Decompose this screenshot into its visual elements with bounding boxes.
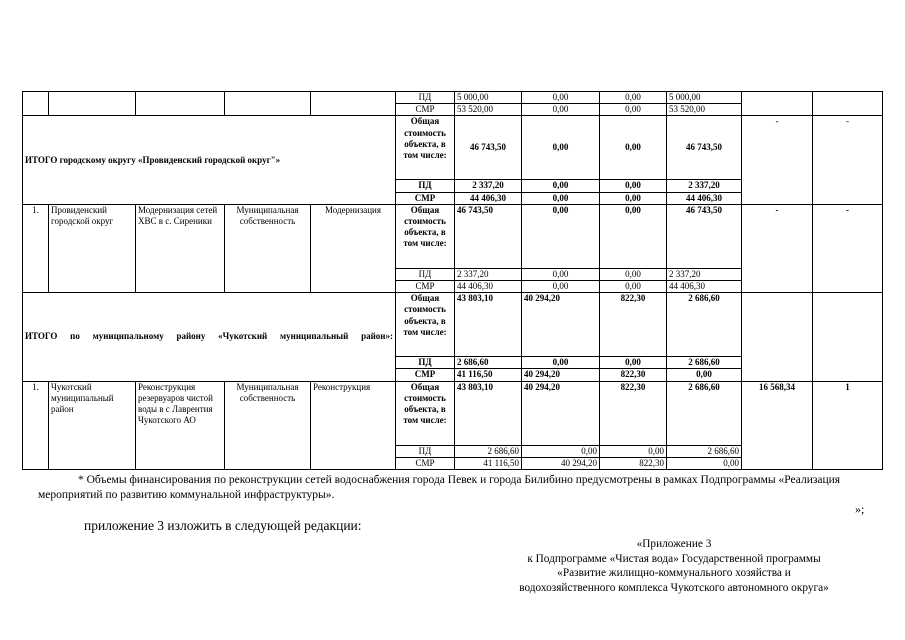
ownership: Муниципальная собственность [225,204,311,292]
object-name: Модернизация сетей ХВС в с. Сиреники [136,204,225,292]
value-cell: 44 406,30 [667,281,742,293]
table-cell [742,293,813,381]
value-cell: 2 686,60 [455,357,522,369]
value-cell: 822,30 [600,369,667,381]
work-type: Модернизация [311,204,396,292]
value-cell: 0,00 [522,268,600,280]
row-label: ПД [396,357,455,369]
value-cell: 822,30 [600,457,667,469]
value-cell: 16 568,34 [742,381,813,469]
value-cell: 822,30 [600,381,667,445]
value-cell: 5 000,00 [667,92,742,104]
work-type: Реконструкция [311,381,396,469]
value-cell: 44 406,30 [455,192,522,204]
value-cell: 2 337,20 [455,180,522,192]
value-cell: 46 743,50 [667,204,742,268]
value-cell: 44 406,30 [667,192,742,204]
table-cell [311,92,396,116]
ownership: Муниципальная собственность [225,381,311,469]
municipality-name: Чукотский муниципальный район [49,381,136,469]
value-cell: 43 803,10 [455,293,522,357]
value-cell: 2 686,60 [667,381,742,445]
value-cell: 0,00 [522,180,600,192]
row-label: ПД [396,445,455,457]
table-cell [813,293,883,381]
value-cell: 0,00 [600,281,667,293]
table-row [23,381,883,445]
value-cell: 0,00 [600,180,667,192]
value-cell: 0,00 [600,268,667,280]
municipality-name: Провиденский городской округ [49,204,136,292]
value-cell: - [742,116,813,204]
value-cell: 0,00 [522,92,600,104]
cost-label: Общая стоимость объекта, в том числе: [396,116,455,180]
total-label: ИТОГО по муниципальному району «Чукотский муниципальный район»: [23,293,396,381]
value-cell: 2 686,60 [667,293,742,357]
value-cell: 0,00 [522,281,600,293]
value-cell: 0,00 [600,204,667,268]
cost-label: Общая стоимость объекта, в том числе: [396,293,455,357]
object-name: Реконструкция резервуаров чистой воды в с Лаврентия Чукотского АО [136,381,225,469]
value-cell: 0,00 [600,192,667,204]
closing-quote: »; [855,502,865,516]
value-cell: 822,30 [600,293,667,357]
value-cell: 0,00 [522,357,600,369]
instruction-text: приложение 3 изложить в следующей редакции: [84,518,362,533]
table-cell [742,92,813,116]
table-cell [23,92,49,116]
table-row [23,204,883,268]
value-cell: 0,00 [667,457,742,469]
value-cell: 41 116,50 [455,369,522,381]
appendix-line: водохозяйственного комплекса Чукотского автономного округа» [519,581,829,594]
row-label: ПД [396,268,455,280]
row-label: ПД [396,92,455,104]
table-row [23,116,883,180]
value-cell: 53 520,00 [455,104,522,116]
total-label: ИТОГО городскому округу «Провиденский городской округ"» [23,116,396,204]
value-cell: 2 686,60 [455,445,522,457]
cost-label: Общая стоимость объекта, в том числе: [396,204,455,268]
value-cell: 0,00 [522,445,600,457]
value-cell: - [742,204,813,292]
appendix-line: «Развитие жилищно-коммунального хозяйства и [557,567,791,580]
value-cell: 53 520,00 [667,104,742,116]
value-cell: 2 337,20 [667,180,742,192]
value-cell: 43 803,10 [455,381,522,445]
appendix-header [480,537,868,595]
value-cell: - [813,204,883,292]
row-label: СМР [396,281,455,293]
table-row [23,92,883,104]
row-number: 1. [23,204,49,292]
row-label: СМР [396,457,455,469]
footnote: * Объемы финансирования по реконструкции сетей водоснабжения города Певек и города Билибино предусмотрены в рамках Подпрограммы «Реализация мероприятий по развитию коммунальной инфраструктуры». [38,474,841,501]
value-cell: 0,00 [522,192,600,204]
value-cell: 46 743,50 [455,204,522,268]
value-cell: 40 294,20 [522,369,600,381]
value-cell: 2 337,20 [667,268,742,280]
value-cell: 41 116,50 [455,457,522,469]
value-cell: 2 686,60 [667,357,742,369]
table-row [23,293,883,357]
row-label: СМР [396,192,455,204]
value-cell: 0,00 [600,116,667,180]
row-label: СМР [396,369,455,381]
value-cell: 0,00 [522,116,600,180]
value-cell: 0,00 [522,104,600,116]
table-cell [225,92,311,116]
value-cell: 0,00 [600,445,667,457]
value-cell: 40 294,20 [522,457,600,469]
value-cell: 46 743,50 [667,116,742,180]
row-number: 1. [23,381,49,469]
value-cell: 2 337,20 [455,268,522,280]
value-cell: 2 686,60 [667,445,742,457]
value-cell: 40 294,20 [522,381,600,445]
row-label: ПД [396,180,455,192]
row-label: СМР [396,104,455,116]
value-cell: - [813,116,883,204]
financing-table [22,91,883,470]
value-cell: 44 406,30 [455,281,522,293]
table-cell [813,92,883,116]
value-cell: 1 [813,381,883,469]
value-cell: 0,00 [600,92,667,104]
value-cell: 0,00 [600,357,667,369]
appendix-line: «Приложение 3 [636,538,712,550]
value-cell: 5 000,00 [455,92,522,104]
value-cell: 0,00 [600,104,667,116]
cost-label: Общая стоимость объекта, в том числе: [396,381,455,445]
value-cell: 0,00 [522,204,600,268]
appendix-line: к Подпрограмме «Чистая вода» Государственной программы [527,552,821,565]
value-cell: 0,00 [667,369,742,381]
value-cell: 46 743,50 [455,116,522,180]
value-cell: 40 294,20 [522,293,600,357]
table-cell [136,92,225,116]
table-cell [49,92,136,116]
